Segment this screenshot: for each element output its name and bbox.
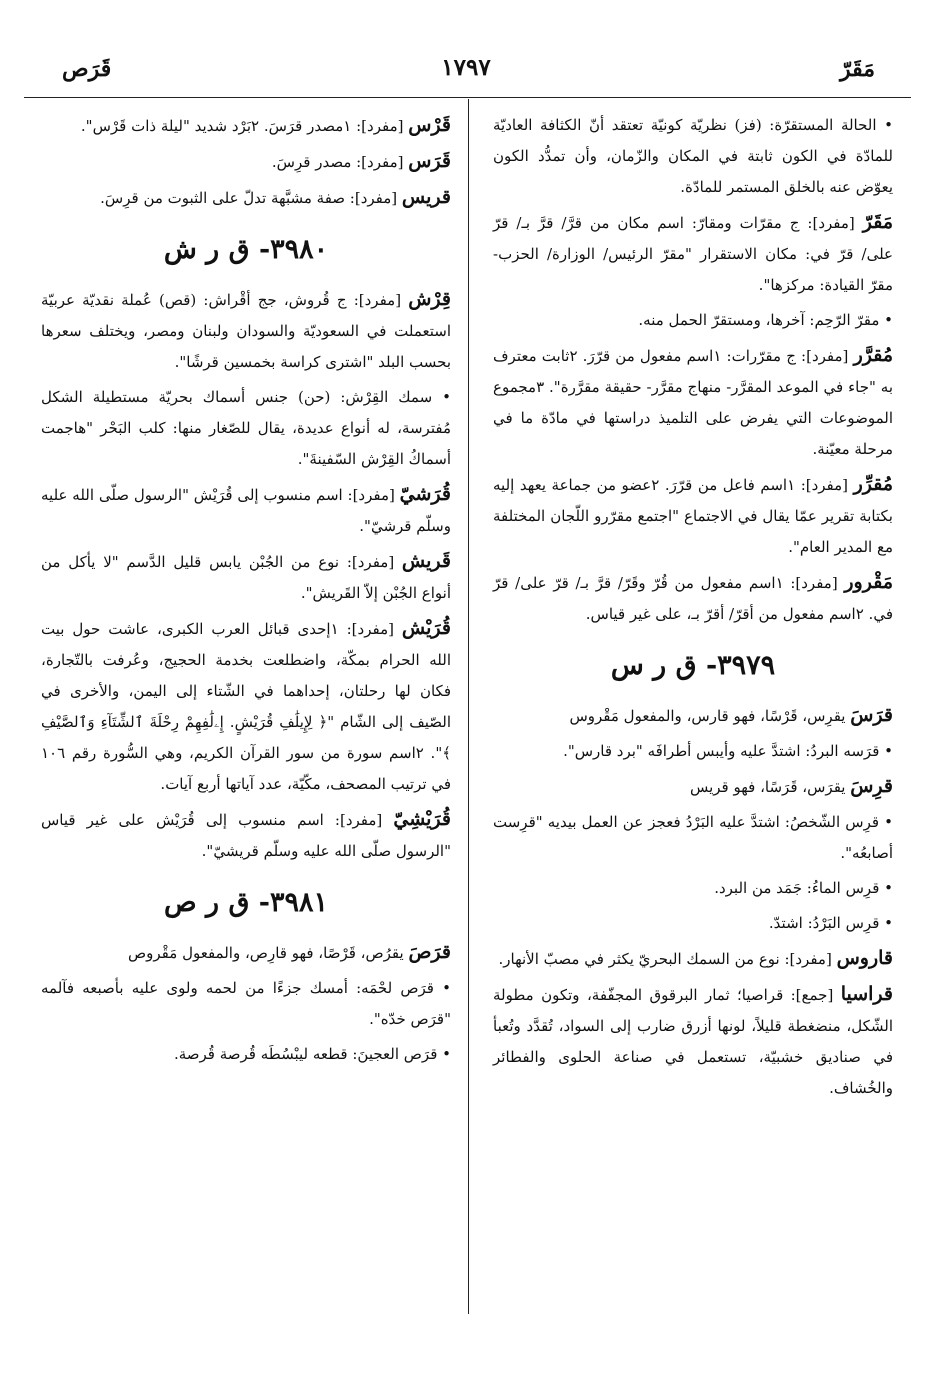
root-heading: ٣٩٧٩- ق ر س: [610, 650, 776, 681]
entry-definition: يقرِس، قَرْسًا، فهو قارس، والمفعول مَقْروس: [569, 707, 851, 725]
entry-definition: [مفرد]: ١اسم مفعول من قُرّ وقَرّ/ قرَّ بـ/ قرّ على/ قرّ في. ٢اسم مفعول من أقرّ/ أقرّ بـ، على غير قياس.: [493, 574, 893, 623]
entry-definition: [مفرد]: نوع من الجُبْن يابس قليل الدَّسم "لا يأكل من أنواع الجُبْن إلاّ القَريش".: [41, 553, 451, 602]
sense-bullet: • سمك القِرْش: (حن) جنس أسماك بحريّة مستطيلة الشكل مُفترسة، له أنواع عديدة، يقال للصّغار منها: كلب البَحْر "هاجمت أسماكُ القِرْش السّفينةَ".: [41, 388, 451, 468]
entry-definition: [مفرد]: صفة مشبَّهة تدلّ على الثبوت من قرِسَ.: [100, 189, 402, 207]
right-column: [493, 110, 893, 1108]
dictionary-entry: [41, 613, 451, 800]
entry-headword: مَقْرور: [844, 571, 893, 593]
sense-bullet: • الحالة المستقرّة: (فز) نظريّة كونيّة تعتقد أنّ الكثافة العاديّة للمادّة في الكون ثابتة في المكان والزّمان، وأن تمدُّد الكون يعوّض عنه بالخلق المستمر للمادّة.: [493, 116, 893, 196]
entry-definition: [مفرد]: ج مقرّات ومقارّ: اسم مكان من قرَّ/ قرَّ بـ/ قرّ على/ قرّ في: مكان الاستقرار "مقرّ الرئيس/ الوزارة/ الحزب- مقرّ القيادة: مركزها".: [493, 214, 893, 294]
header-right-word: مَقَرّ: [839, 56, 875, 82]
dictionary-entry: [493, 340, 893, 465]
entry-headword: قَرْس: [408, 114, 451, 136]
entry-definition: [مفرد]: ١اسم فاعل من قرّرَ. ٢عضو من جماعة يعهد إليه بكتابة تقرير عمّا يقال في الاجتماع "اجتمع مقرّرو اللّجان المختلفة مع المدير العام".: [493, 476, 893, 556]
entry-headword: قراسيا: [840, 983, 893, 1005]
header-left-word: قَرَص: [62, 56, 112, 82]
sense-bullet: • قرَص العجينَ: قطعه ليبْسُطَه قُرصة قُرصة.: [173, 1045, 451, 1063]
entry-headword: قُرَيْش: [401, 617, 451, 639]
dictionary-entry: [41, 546, 451, 609]
root-heading: ٣٩٨٠- ق ر ش: [163, 234, 329, 265]
dictionary-entry: [41, 146, 451, 178]
entry-headword: قريس: [401, 186, 451, 208]
entry-headword: قُرَيْشِيّ: [393, 808, 451, 830]
entry-headword: قرِسَ: [850, 775, 893, 797]
entry-definition: [جمع]: قراصيا؛ ثمار البرقوق المجفّفة، وتكون مطولة الشّكل، منضغطة قليلاً، لونها أزرق ضارب إلى السواد، تُقدَّد وتُعبأ في صناديق خشبيّة، تستعمل في صناعة الحلوى والفطائر والخُشاف.: [493, 986, 893, 1097]
entry-definition: [مفرد]: ١مصدر قرَسَ. ٢بَرْد شديد "ليلة ذات قَرْس".: [80, 117, 409, 135]
sense-bullet: • قرَص لحْمَه: أمسك جزءًا من لحمه ولوى عليه بأصبعه فآلمه "قرَص خدّه".: [41, 979, 451, 1028]
dictionary-entry: [493, 207, 893, 301]
dictionary-entry: [41, 284, 451, 378]
entry-definition: [مفرد]: ج قُروش، جج أقْراش: (قص) عُملة نقديّة عربيّة استعملت في السعوديّة والسودان ولبنان ومصر، ويختلف سعرها بحسب البلد "اشترى كراسة بخمسين قرشًا".: [41, 291, 451, 371]
page-number: ١٧٩٧: [441, 54, 491, 81]
dictionary-entry: [493, 469, 893, 563]
entry-headword: قَريش: [401, 550, 451, 572]
sense-bullet: • قرِس البَرْدُ: اشتدّ.: [768, 914, 893, 932]
entry-headword: قُرَشيّ: [399, 483, 451, 505]
column-separator: [468, 99, 469, 1314]
entry-definition: [مفرد]: ج مقرّرات: ١اسم مفعول من قرّرَ. ٢ثابت معترف به "جاء في الموعد المقرَّر- منهاج مقرَّر- حقيقة مقرَّرة". ٣مجموع الموضوعات التي يفرض على التلميذ دراستها في مادّة ما في مرحلة معيّنة.: [493, 347, 893, 458]
entry-definition: يقرَس، قَرَسًا، فهو قريس: [689, 778, 851, 796]
dictionary-entry: [493, 567, 893, 630]
left-column: [41, 110, 451, 1074]
entry-headword: قاروس: [836, 947, 893, 969]
dictionary-entry: [41, 110, 451, 142]
dictionary-entry: [493, 771, 893, 803]
sense-bullet: • مقرّ الرّحِم: آخرها، ومستقرّ الحمل منه.: [638, 311, 893, 329]
entry-headword: مَقَرّ: [862, 211, 893, 233]
dictionary-entry: [493, 943, 893, 975]
sense-bullet: • قرَسه البردُ: اشتدَّ عليه وأيبس أطرافَه "برد قارس".: [563, 742, 893, 760]
entry-definition: يقرُص، قَرْصًا، فهو قارِص، والمفعول مَقْروص: [128, 944, 409, 962]
entry-definition: [مفرد]: ١إحدى قبائل العرب الكبرى، عاشت حول بيت الله الحرام بمكّة، واضطلعت بخدمة الحجيج، وعُرفت بالتّجارة، فكان لها رحلتان، إحداهما في الشّتاء إلى اليمن، والأخرى في الصّيف إلى الشّام "﴿ لِإِيلَٰفِ قُرَيْشٍ. إِۦلَٰفِهِمْ رِحْلَةَ ٱلشِّتَآءِ وَٱلصَّيْفِ ﴾". ٢اسم سورة من سور القرآن الكريم، وهي السُّورة رقم ١٠٦ في ترتيب المصحف، مكّيّة، عدد آياتها أربع آيات.: [41, 620, 452, 793]
entry-headword: مُقرِّر: [853, 473, 894, 495]
entry-definition: [مفرد]: نوع من السمك البحريّ يكثر في مصبّ الأنهار.: [498, 950, 837, 968]
root-heading: ٣٩٨١- ق ر ص: [163, 887, 329, 918]
entry-definition: [مفرد]: مصدر قرِسَ.: [271, 153, 409, 171]
entry-headword: قِرْش: [408, 288, 451, 310]
entry-headword: مُقرَّر: [853, 344, 894, 366]
dictionary-entry: [493, 700, 893, 732]
dictionary-entry: [493, 979, 893, 1104]
dictionary-entry: [41, 479, 451, 542]
entry-definition: [مفرد]: اسم منسوب إلى قُرَيْش على غير قياس "الرسول صلّى الله عليه وسلّم قريشيّ".: [41, 811, 451, 860]
dictionary-entry: [41, 804, 451, 867]
entry-headword: قَرَس: [408, 150, 451, 172]
sense-bullet: • قرِس الشّخصُ: اشتدَّ عليه البَرْدُ فعجز عن العمل بيديه "قرِست أصابعُه".: [493, 813, 893, 862]
dictionary-entry: [41, 937, 451, 969]
header-rule: [24, 97, 911, 98]
dictionary-entry: [41, 182, 451, 214]
entry-headword: قرَصَ: [408, 941, 451, 963]
sense-bullet: • قرِس الماءُ: جَمَد من البرد.: [714, 879, 893, 897]
entry-headword: قرَسَ: [850, 704, 893, 726]
entry-definition: [مفرد]: اسم منسوب إلى قُرَيْش "الرسول صلّى الله عليه وسلّم قرشيّ".: [41, 486, 451, 535]
